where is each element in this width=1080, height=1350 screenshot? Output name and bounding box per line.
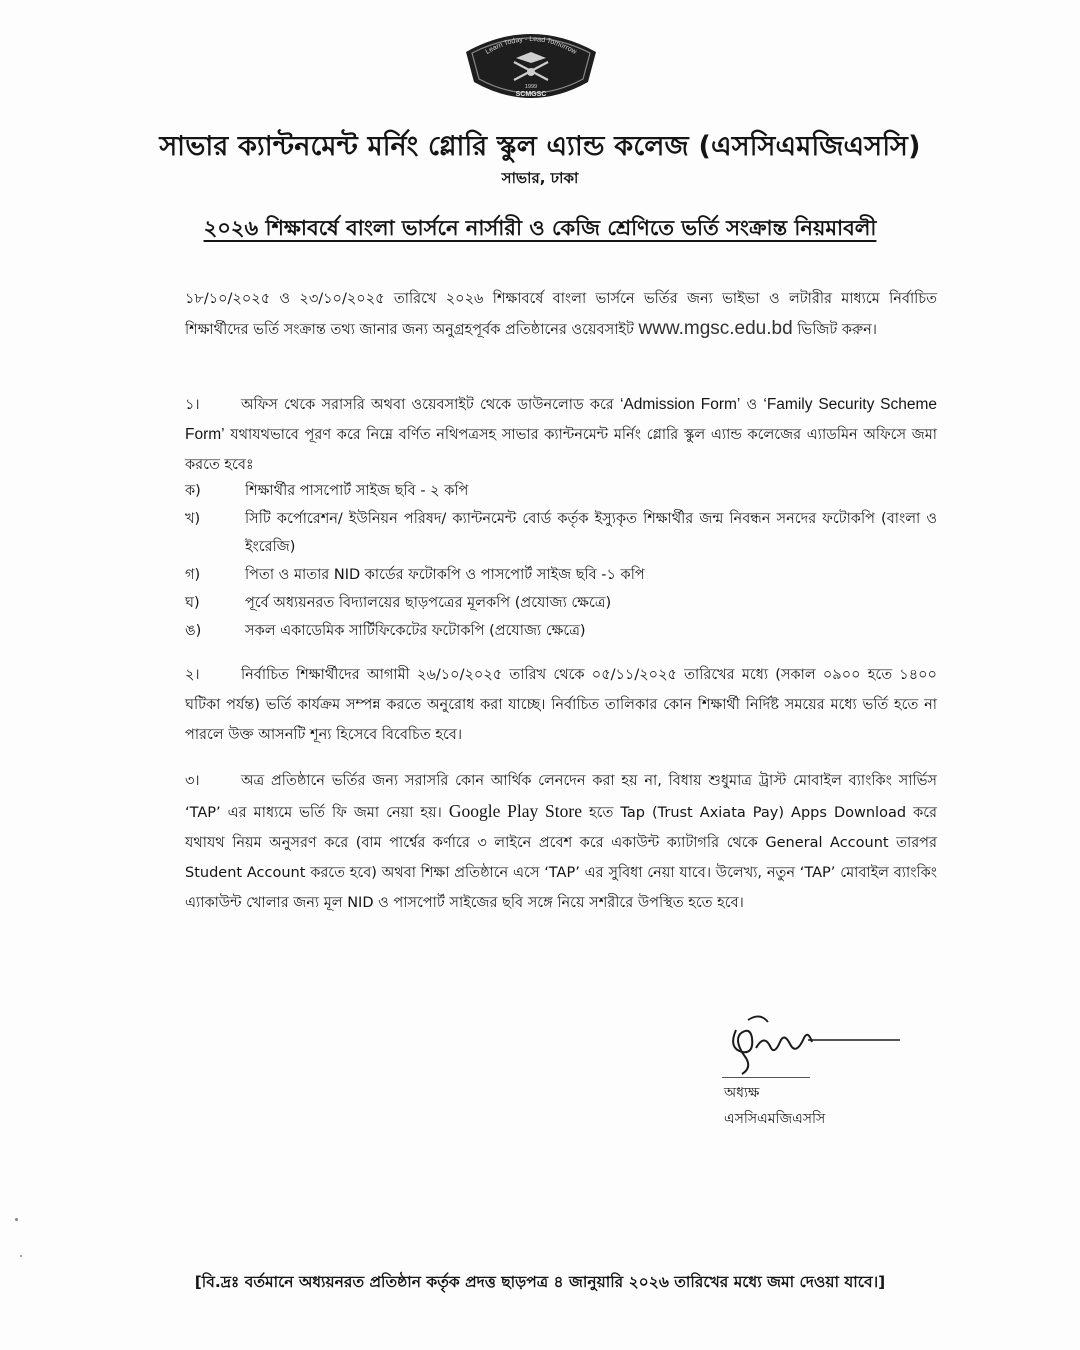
logo-motto: Learn Today - Lead Tomorrow [484, 35, 578, 56]
rule-1-and: ও [746, 397, 758, 413]
rule-3-text-a: অত্র প্রতিষ্ঠানে ভর্তির জন্য সরাসরি কোন আর্থিক লেনদেন করা হয় না, বিধায় শুধুমাত্র ট্রাস্ট মোবাইল ব্যাংকিং সার্ভিস ‘TAP’ এর মাধ্যমে ভর্তি ফি জমা নেয়া হয়। [185, 773, 937, 821]
google-play-store-text: Google Play Store [448, 801, 582, 821]
rule-2 [185, 660, 937, 750]
list-item [185, 477, 937, 505]
list-item [185, 617, 937, 645]
list-item-text: পূর্বে অধ্যয়নরত বিদ্যালয়ের ছাড়পত্রের মূলকপি (প্রযোজ্য ক্ষেত্রে) [245, 595, 612, 611]
notice-title-block [0, 212, 1080, 247]
rule-3 [185, 766, 937, 918]
footnote: [বি.দ্রঃ বর্তমানে অধ্যয়নরত প্রতিষ্ঠান কর্তৃক প্রদত্ত ছাড়পত্র ৪ জানুয়ারি ২০২৬ তারিখের মধ্যে জমা দেওয়া যাবে।] [194, 1273, 886, 1291]
list-item [185, 505, 937, 561]
rule-2-number: ২। [185, 667, 200, 683]
signatory-title: অধ্যক্ষ [724, 1085, 760, 1101]
admission-form-name: ‘Admission Form’ [619, 396, 741, 413]
scan-speck [15, 1218, 18, 1221]
signatory-block [724, 1080, 825, 1132]
intro-paragraph [185, 284, 937, 345]
rule-3-text-b: হতে Tap (Trust Axiata Pay) Apps Download করে যথাযথ নিয়ম অনুসরণ করে (বাম পার্শ্বের কর্ণারে ৩ লাইনে প্রবেশ করে একাউন্ট ক্যাটাগরি থেকে General Account তারপর Student Account করতে হবে) অথবা শিক্ষা প্রতিষ্ঠানে এসে ‘TAP’ এর সুবিধা নেয়া যাবে। উলেখ্য, নতুন ‘TAP’ মোবাইল ব্যাংকিং এ্যাকাউন্ট খোলার জন্য মূল NID ও পাসপোর্ট সাইজের ছবি সঙ্গে নিয়ে সশরীরে উপস্থিত হতে হবে। [185, 805, 938, 911]
rule-3-number: ৩। [185, 773, 200, 789]
list-item-text: সকল একাডেমিক সার্টিফিকেটের ফটোকপি (প্রযোজ্য ক্ষেত্রে) [245, 623, 586, 639]
notice-title: ২০২৬ শিক্ষাবর্ষে বাংলা ভার্সনে নার্সারী ও কেজি শ্রেণিতে ভর্তি সংক্রান্ত নিয়মাবলী [203, 216, 877, 240]
logo-year: 1999 [524, 84, 538, 90]
institution-name: সাভার ক্যান্টনমেন্ট মর্নিং গ্লোরি স্কুল এ্যান্ড কলেজ (এসসিএমজিএসসি) [159, 131, 921, 162]
list-item [185, 589, 937, 617]
rule-1-text-b: যথাযথভাবে পূরণ করে নিম্নে বর্ণিত নথিপত্রসহ সাভার ক্যান্টনমেন্ট মর্নিং গ্লোরি স্কুল এ্যান্ড কলেজের এ্যাডমিন অফিসে জমা করতে হবেঃ [185, 427, 937, 473]
signature-mark-icon [712, 1008, 912, 1084]
list-item-text: পিতা ও মাতার NID কার্ডের ফটোকপি ও পাসপোর্ট সাইজ ছবি -১ কপি [245, 567, 645, 583]
rule-2-text: নির্বাচিত শিক্ষার্থীদের আগামী ২৬/১০/২০২৫ তারিখ থেকে ০৫/১১/২০২৫ তারিখের মধ্যে (সকাল ০৯০০ হতে ১৪০০ ঘটিকা পর্যন্ত) ভর্তি কার্যক্রম সম্পন্ন করতে অনুরোধ করা যাচ্ছে। নির্বাচিত তালিকার কোন শিক্ষার্থী নির্দিষ্ট সময়ের মধ্যে ভর্তি হতে না পারলে উক্ত আসনটি শূন্য হিসেবে বিবেচিত হবে। [185, 667, 937, 743]
logo-abbr: SCMGSC [515, 91, 547, 98]
list-item [185, 561, 937, 589]
document-list [185, 477, 937, 645]
list-item-text: শিক্ষার্থীর পাসপোর্ট সাইজ ছবি - ২ কপি [245, 483, 469, 499]
list-item-label: গ) [185, 567, 201, 583]
intro-end: ভিজিট করুন। [797, 322, 877, 338]
rule-1 [185, 390, 937, 480]
list-item-label: ঙ) [185, 623, 202, 639]
signatory-org: এসসিএমজিএসসি [724, 1111, 826, 1127]
family-security-form-name: ‘Family Security Scheme Form’ [185, 396, 938, 443]
list-item-label: ঘ) [185, 595, 200, 611]
list-item-label: ক) [185, 483, 201, 499]
list-item-text: সিটি কর্পোরেশন/ ইউনিয়ন পরিষদ/ ক্যান্টনমেন্ট বোর্ড কর্তৃক ইস্যুকৃত শিক্ষার্থীর জন্ম নিবন্ধন সনদের ফটোকপি (বাংলা ও ইংরেজি) [245, 511, 937, 555]
scan-speck [20, 1255, 22, 1257]
signature-rule [722, 1077, 810, 1078]
intro-text: ১৮/১০/২০২৫ ও ২৩/১০/২০২৫ তারিখে ২০২৬ শিক্ষাবর্ষে বাংলা ভার্সনে ভর্তির জন্য ভাইভা ও লটারীর মাধ্যমে নির্বাচিত শিক্ষার্থীদের ভর্তি সংক্রান্ত তথ্য জানার জন্য অনুগ্রহপূর্বক প্রতিষ্ঠানের ওয়েবসাইট [185, 291, 937, 338]
institution-location: সাভার, ঢাকা [501, 169, 579, 187]
rule-1-text-a: অফিস থেকে সরাসরি অথবা ওয়েবসাইট থেকে ডাউনলোড করে [241, 397, 614, 413]
rule-1-number: ১। [185, 397, 200, 413]
website-link[interactable]: www.mgsc.edu.bd [638, 318, 793, 339]
list-item-label: খ) [185, 511, 201, 527]
school-crest-logo-icon [462, 22, 600, 102]
